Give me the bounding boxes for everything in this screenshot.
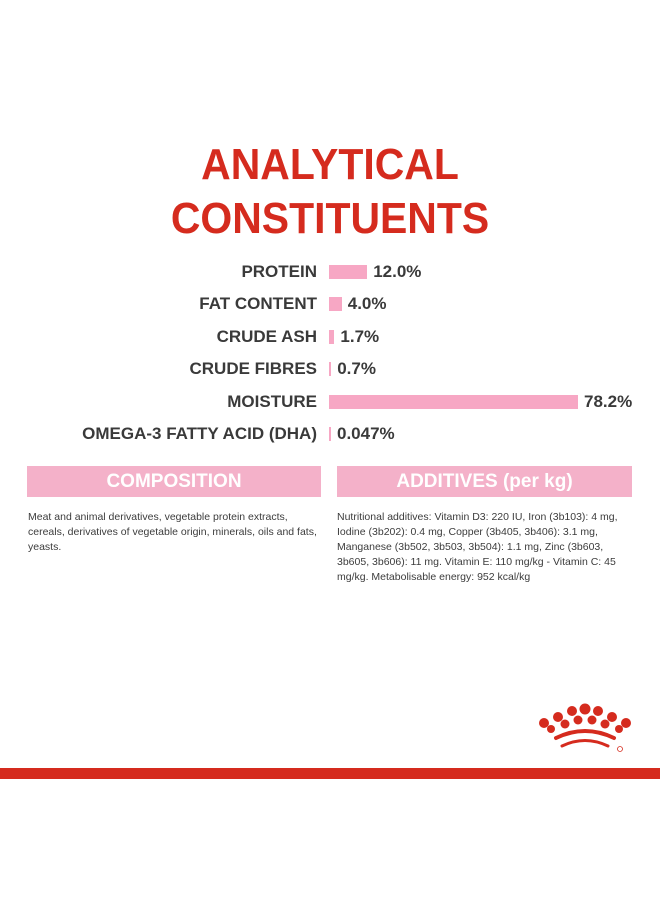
additives-heading-label: ADDITIVES (per kg): [396, 470, 573, 492]
bar: [329, 297, 342, 311]
row-label: CRUDE FIBRES: [189, 359, 317, 379]
additives-text: Nutritional additives: Vitamin D3: 220 IU, Iron (3b103): 4 mg, Iodine (3b202): 0.4 mg, Copper (3b405, 3b406): 3.1 mg, Manganese (3b502, 3b503, 3b504): 1.1 mg, Zinc (3b603, 3b605, 3b606): 11 mg. Vitamin E: 110 mg/kg - Vitamin C: 45 mg/kg. Metabolisable energy: 952 kcal/kg: [337, 511, 618, 583]
composition-text: Meat and animal derivatives, vegetable protein extracts, cereals, derivatives of vegetable origin, minerals, oils and fats, yeasts.: [28, 511, 317, 553]
bar-value-label: 12.0%: [373, 262, 422, 281]
row-label: CRUDE ASH: [216, 326, 317, 346]
royal-crown-icon: [538, 702, 632, 756]
bar: [329, 362, 331, 376]
bar-value-label: 4.0%: [347, 294, 387, 314]
row-label: OMEGA-3 FATTY ACID (DHA): [82, 424, 317, 443]
bottom-stripe: [0, 768, 660, 779]
row-label: PROTEIN: [241, 262, 317, 281]
bar-value-label: 0.7%: [337, 359, 376, 379]
composition-heading-label: COMPOSITION: [106, 470, 242, 492]
bar-value-label: 1.7%: [340, 326, 380, 346]
bar: [329, 427, 331, 441]
title-line-2: CONSTITUENTS: [170, 194, 490, 243]
bar-value-label: 78.2%: [584, 391, 633, 411]
composition-heading: [27, 466, 321, 497]
additives-heading: [337, 466, 632, 497]
title-line-1: ANALYTICAL: [201, 140, 459, 189]
row-label: MOISTURE: [227, 391, 317, 411]
row-label: FAT CONTENT: [199, 294, 317, 314]
bar: [329, 330, 334, 344]
bar-value-label: 0.047%: [337, 424, 395, 443]
bar: [329, 265, 367, 279]
bar: [329, 395, 578, 409]
